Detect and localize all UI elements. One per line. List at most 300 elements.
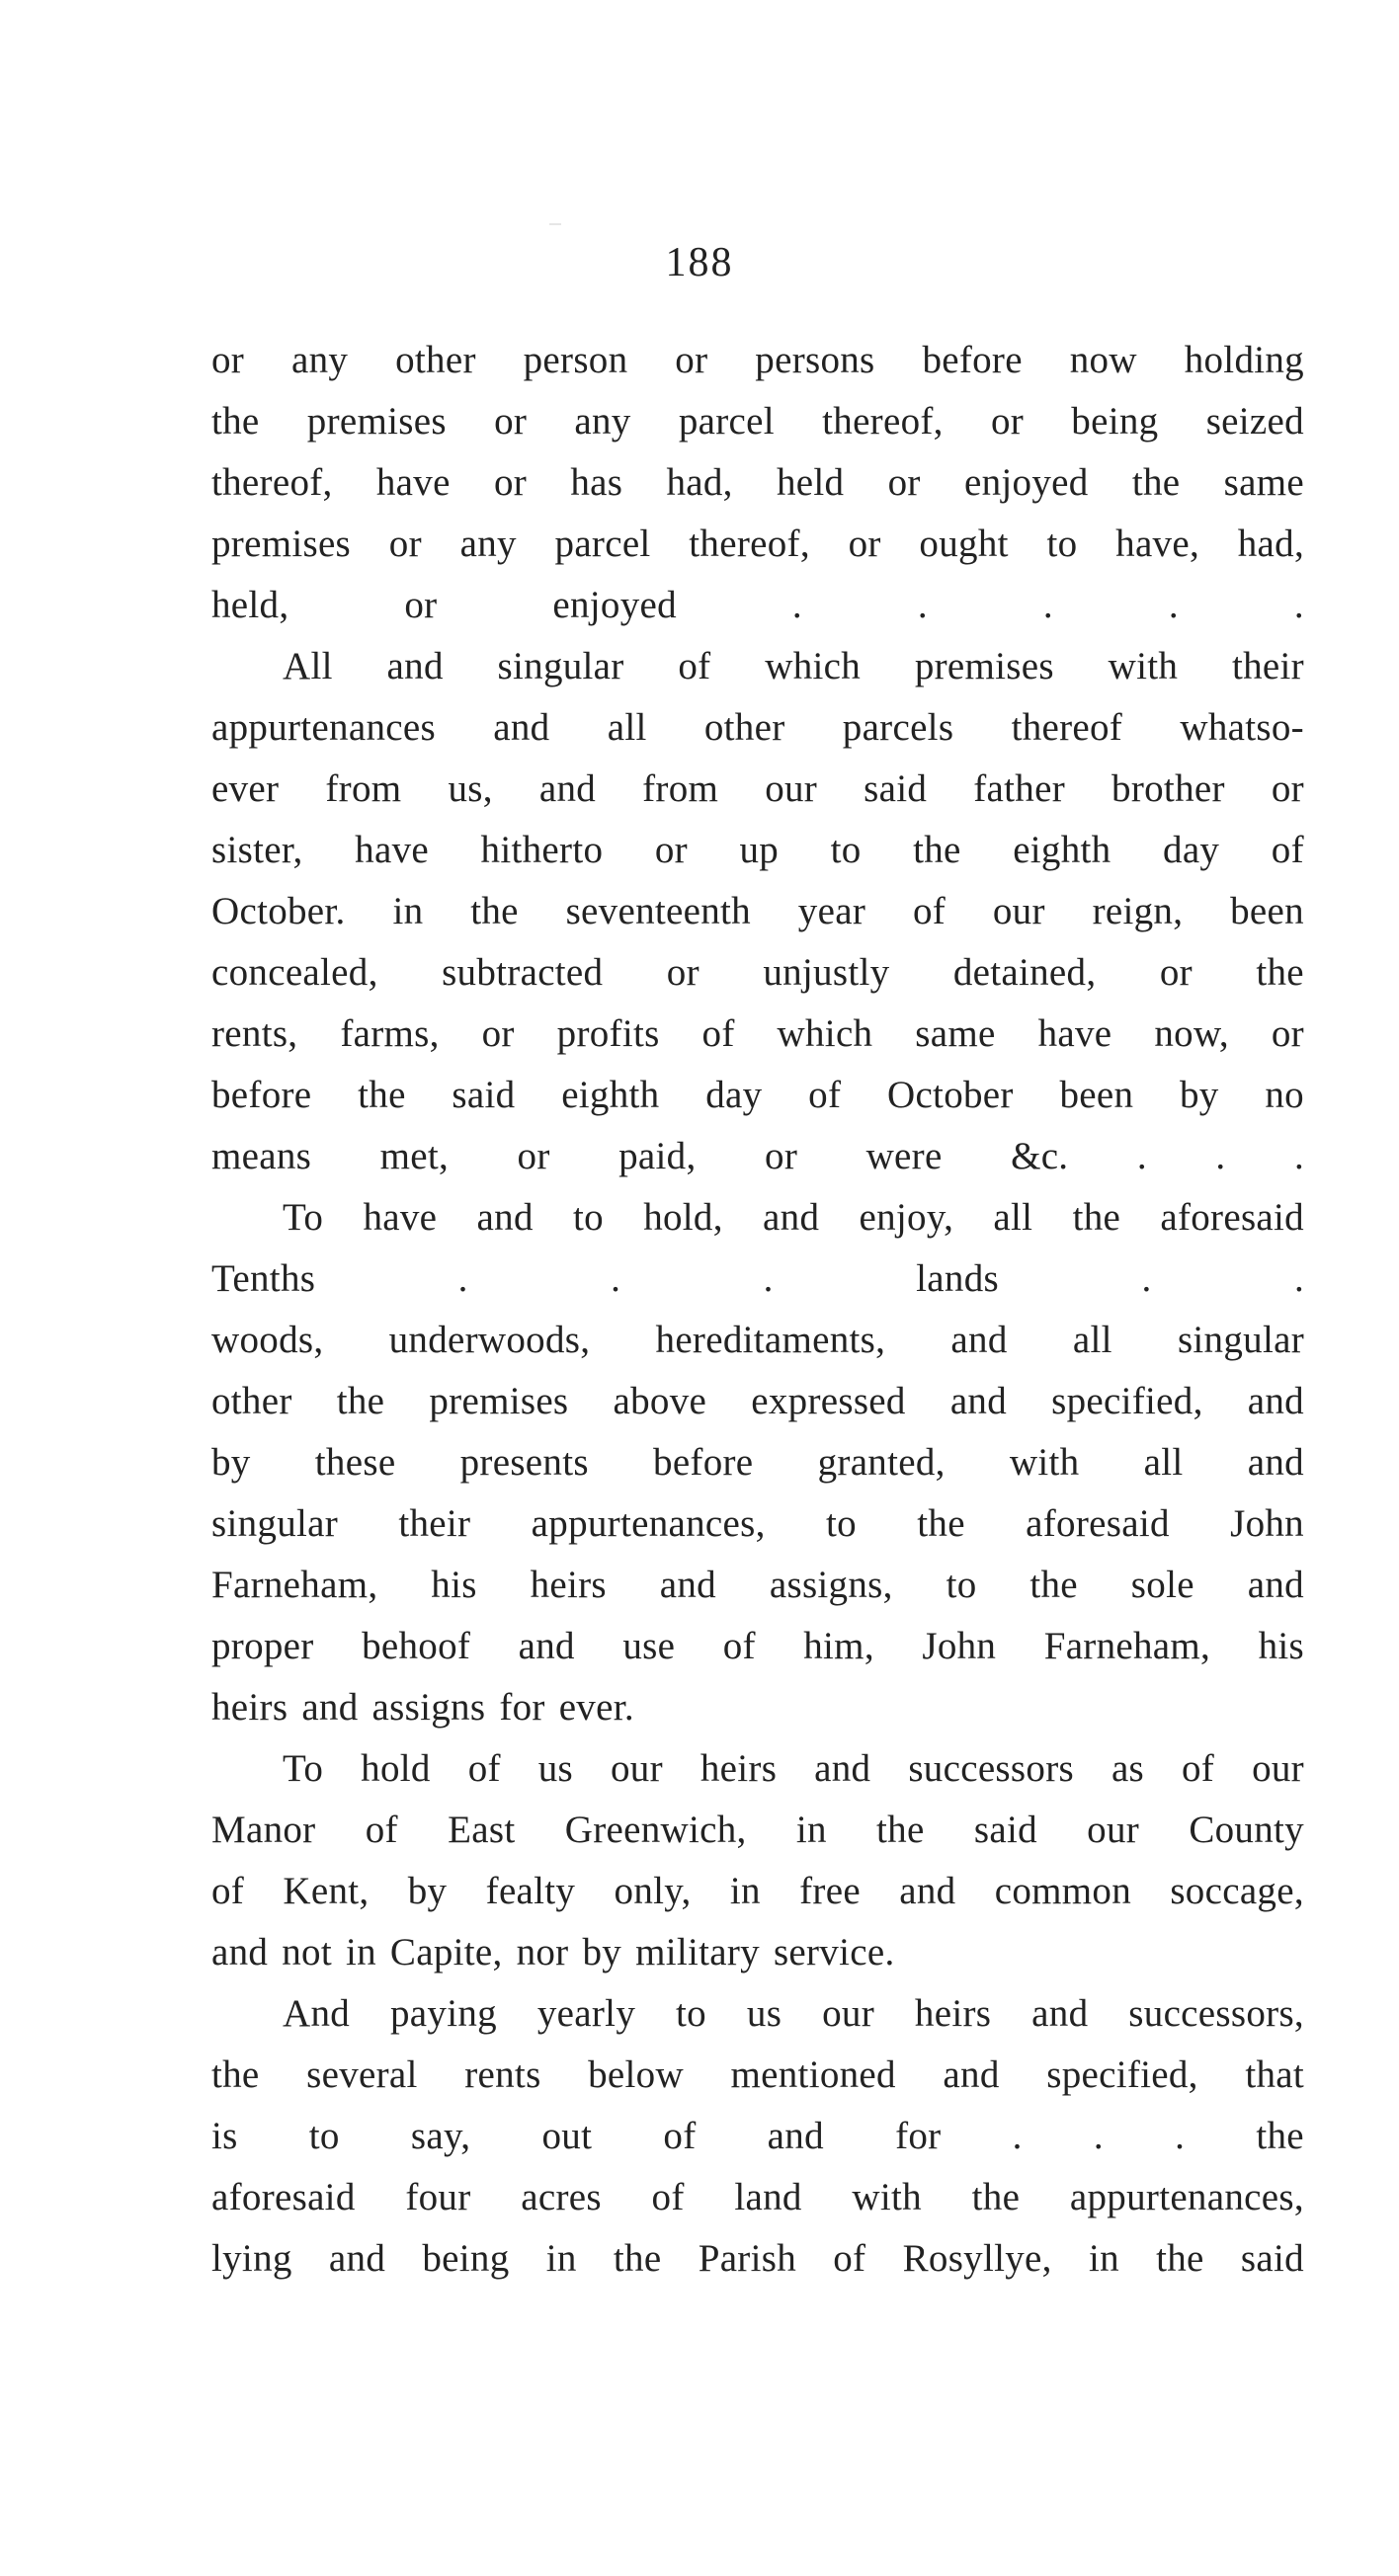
word: the bbox=[876, 1809, 925, 1851]
word: whatso- bbox=[1180, 706, 1304, 749]
word: hitherto bbox=[480, 829, 604, 871]
word: now bbox=[1069, 339, 1137, 381]
word: . bbox=[763, 1257, 774, 1300]
word: their bbox=[398, 1502, 471, 1545]
word: several bbox=[306, 2053, 418, 2096]
word: appurtenances, bbox=[1069, 2176, 1304, 2218]
word: and bbox=[386, 645, 444, 687]
word: land bbox=[734, 2176, 802, 2218]
word: had, bbox=[1237, 523, 1304, 565]
text-line bbox=[211, 1432, 1304, 1493]
word: premises bbox=[914, 645, 1054, 687]
word: had, bbox=[666, 461, 733, 504]
word: and bbox=[538, 767, 597, 810]
text-line bbox=[211, 1738, 1304, 1800]
word: from bbox=[642, 767, 719, 810]
word: premises bbox=[429, 1380, 569, 1422]
word: other bbox=[703, 706, 785, 749]
word: or bbox=[481, 1012, 515, 1055]
word: heirs bbox=[914, 1992, 992, 2035]
word: the bbox=[913, 829, 961, 871]
word: heirs bbox=[700, 1747, 778, 1790]
word: . bbox=[1136, 1135, 1147, 1177]
word: seventeenth bbox=[565, 890, 751, 932]
word: said bbox=[864, 767, 928, 810]
word: granted, bbox=[817, 1441, 946, 1484]
word: the bbox=[1256, 951, 1304, 994]
text-line bbox=[211, 636, 1304, 697]
word: and bbox=[1247, 1441, 1304, 1484]
word: soccage, bbox=[1170, 1870, 1304, 1912]
word: the bbox=[470, 890, 519, 932]
word: said bbox=[452, 1074, 516, 1116]
text-line bbox=[211, 759, 1304, 820]
word: say, bbox=[410, 2115, 471, 2157]
word: of bbox=[651, 2176, 685, 2218]
word: Greenwich, bbox=[564, 1809, 747, 1851]
word: or bbox=[388, 523, 422, 565]
word: free bbox=[799, 1870, 861, 1912]
word: father bbox=[973, 767, 1065, 810]
word: Capite, bbox=[389, 1931, 503, 1973]
word: heirs bbox=[211, 1686, 288, 1729]
word: and bbox=[763, 1196, 820, 1239]
word: of bbox=[701, 1012, 735, 1055]
word: hold bbox=[361, 1747, 431, 1790]
word: by bbox=[407, 1870, 448, 1912]
word: or bbox=[654, 829, 688, 871]
text-line bbox=[211, 2228, 1304, 2290]
text-line bbox=[211, 575, 1304, 636]
word: parcel bbox=[554, 523, 651, 565]
word: . bbox=[457, 1257, 468, 1300]
word: enjoyed bbox=[963, 461, 1089, 504]
word: any bbox=[459, 523, 517, 565]
word: thereof, bbox=[689, 523, 810, 565]
text-line bbox=[211, 2167, 1304, 2228]
word: presents bbox=[459, 1441, 589, 1484]
word: of bbox=[211, 1870, 245, 1912]
text-line bbox=[211, 330, 1304, 391]
word: eighth bbox=[1013, 829, 1111, 871]
word: day bbox=[1163, 829, 1220, 871]
word: and bbox=[899, 1870, 956, 1912]
text-line bbox=[211, 452, 1304, 514]
word: . bbox=[1168, 584, 1179, 626]
word: concealed, bbox=[211, 951, 378, 994]
word: . bbox=[1093, 2115, 1104, 2157]
word: person bbox=[523, 339, 628, 381]
word: or bbox=[1271, 767, 1304, 810]
text-line bbox=[211, 1555, 1304, 1616]
word: of bbox=[663, 2115, 697, 2157]
word: . bbox=[791, 584, 802, 626]
word: hereditaments, bbox=[655, 1319, 886, 1361]
word: out bbox=[541, 2115, 593, 2157]
word: . bbox=[1012, 2115, 1023, 2157]
word: and bbox=[1247, 1380, 1304, 1422]
word: detained, bbox=[952, 951, 1097, 994]
word: or bbox=[211, 339, 245, 381]
word: held, bbox=[211, 584, 289, 626]
text-line bbox=[211, 1065, 1304, 1126]
word: said bbox=[1240, 2237, 1304, 2280]
word: common bbox=[994, 1870, 1132, 1912]
word: expressed bbox=[751, 1380, 906, 1422]
word: appurtenances bbox=[211, 706, 436, 749]
word: as bbox=[1111, 1747, 1145, 1790]
word: that bbox=[1245, 2053, 1304, 2096]
word: and bbox=[328, 2237, 386, 2280]
word: brother bbox=[1111, 767, 1225, 810]
word: for bbox=[499, 1686, 545, 1729]
word: . bbox=[1293, 1257, 1304, 1300]
word: were bbox=[865, 1135, 943, 1177]
word: up bbox=[739, 829, 780, 871]
word: To bbox=[283, 1747, 324, 1790]
word: . bbox=[1215, 1135, 1226, 1177]
word: from bbox=[325, 767, 402, 810]
word: of bbox=[833, 2237, 866, 2280]
word: October bbox=[886, 1074, 1014, 1116]
word: . bbox=[611, 1257, 621, 1300]
word: rents bbox=[464, 2053, 541, 2096]
word: premises bbox=[211, 523, 352, 565]
word: the bbox=[613, 2237, 662, 2280]
word: all bbox=[993, 1196, 1033, 1239]
word: . bbox=[1042, 584, 1053, 626]
word: sole bbox=[1130, 1564, 1194, 1606]
word: to bbox=[830, 829, 862, 871]
word: or bbox=[887, 461, 921, 504]
word: October. bbox=[211, 890, 346, 932]
word: or bbox=[493, 461, 528, 504]
word: specified, bbox=[1046, 2053, 1198, 2096]
word: day bbox=[705, 1074, 763, 1116]
word: in bbox=[545, 2237, 577, 2280]
word: ever. bbox=[558, 1686, 634, 1729]
word: any bbox=[290, 339, 349, 381]
word: reign, bbox=[1092, 890, 1184, 932]
word: of bbox=[722, 1625, 756, 1667]
word: the bbox=[1256, 2115, 1304, 2157]
word: subtracted bbox=[442, 951, 604, 994]
word: Kent, bbox=[283, 1870, 370, 1912]
word: County bbox=[1189, 1809, 1304, 1851]
word: is bbox=[211, 2115, 238, 2157]
word: held bbox=[777, 461, 845, 504]
word: these bbox=[314, 1441, 396, 1484]
text-line bbox=[211, 1983, 1304, 2045]
word: to bbox=[308, 2115, 340, 2157]
word: or bbox=[1271, 1012, 1304, 1055]
page-number: 188 bbox=[665, 240, 734, 285]
word: and bbox=[943, 2053, 1000, 2096]
word: sister, bbox=[211, 829, 303, 871]
word: seized bbox=[1205, 400, 1304, 443]
word: which bbox=[765, 645, 862, 687]
word: woods, bbox=[211, 1319, 324, 1361]
word: the bbox=[1072, 1196, 1121, 1239]
word: four bbox=[405, 2176, 471, 2218]
text-line bbox=[211, 881, 1304, 942]
word: successors, bbox=[1128, 1992, 1304, 2035]
word: John bbox=[1230, 1502, 1304, 1545]
word: have bbox=[355, 829, 429, 871]
word: no bbox=[1265, 1074, 1304, 1116]
word: rents, bbox=[211, 1012, 298, 1055]
text-line bbox=[211, 2045, 1304, 2106]
word: and bbox=[493, 706, 550, 749]
word: in bbox=[345, 1931, 376, 1973]
word: same bbox=[1223, 461, 1304, 504]
word: nor bbox=[516, 1931, 569, 1973]
word: same bbox=[915, 1012, 996, 1055]
word: have, bbox=[1115, 523, 1200, 565]
word: mentioned bbox=[730, 2053, 896, 2096]
word: which bbox=[777, 1012, 873, 1055]
word: . bbox=[917, 584, 928, 626]
word: and bbox=[518, 1625, 575, 1667]
word: other bbox=[211, 1380, 292, 1422]
word: and bbox=[767, 2115, 824, 2157]
word: military bbox=[635, 1931, 760, 1973]
word: successors bbox=[908, 1747, 1074, 1790]
word: below bbox=[588, 2053, 684, 2096]
word: All bbox=[283, 645, 333, 687]
word: means bbox=[211, 1135, 312, 1177]
word: with bbox=[1108, 645, 1179, 687]
word: Tenths bbox=[211, 1257, 316, 1300]
text-line bbox=[211, 391, 1304, 452]
word: our bbox=[1087, 1809, 1140, 1851]
word: our bbox=[822, 1992, 874, 2035]
word: the bbox=[1029, 1564, 1078, 1606]
word: the bbox=[336, 1380, 385, 1422]
word: and bbox=[814, 1747, 871, 1790]
word: ever bbox=[211, 767, 280, 810]
word: singular bbox=[1177, 1319, 1304, 1361]
word: behoof bbox=[362, 1625, 471, 1667]
word: or bbox=[666, 951, 700, 994]
word: the bbox=[358, 1074, 406, 1116]
word: ought bbox=[919, 523, 1009, 565]
word: being bbox=[422, 2237, 510, 2280]
word: other bbox=[395, 339, 476, 381]
paper-mark bbox=[549, 223, 561, 225]
word: paid, bbox=[618, 1135, 697, 1177]
word: aforesaid bbox=[1160, 1196, 1304, 1239]
word: lying bbox=[211, 2237, 292, 2280]
word: Farneham, bbox=[1043, 1625, 1211, 1667]
word: and bbox=[950, 1319, 1008, 1361]
word: to bbox=[826, 1502, 857, 1545]
word: has bbox=[570, 461, 623, 504]
text-line bbox=[211, 1248, 1304, 1310]
word: enjoyed bbox=[552, 584, 677, 626]
word: of bbox=[1182, 1747, 1215, 1790]
word: or bbox=[990, 400, 1025, 443]
word: the bbox=[1156, 2237, 1204, 2280]
word: Rosyllye, bbox=[902, 2237, 1052, 2280]
word: him, bbox=[803, 1625, 874, 1667]
word: of bbox=[467, 1747, 501, 1790]
word: premises bbox=[306, 400, 447, 443]
word: the bbox=[1131, 461, 1181, 504]
word: our bbox=[992, 890, 1045, 932]
word: . bbox=[1175, 2115, 1186, 2157]
word: or bbox=[848, 523, 881, 565]
word: of bbox=[365, 1809, 398, 1851]
text-line bbox=[211, 1616, 1304, 1677]
text-line bbox=[211, 514, 1304, 575]
word: acres bbox=[521, 2176, 602, 2218]
word: their bbox=[1231, 645, 1304, 687]
word: our bbox=[1252, 1747, 1304, 1790]
word: &c. bbox=[1011, 1135, 1069, 1177]
word: service. bbox=[773, 1931, 895, 1973]
word: the bbox=[211, 400, 260, 443]
text-line bbox=[211, 697, 1304, 759]
word: . bbox=[1293, 1135, 1304, 1177]
word: to bbox=[1046, 523, 1078, 565]
word: specified, bbox=[1051, 1380, 1203, 1422]
word: now, bbox=[1154, 1012, 1229, 1055]
word: . bbox=[1141, 1257, 1152, 1300]
text-line bbox=[211, 1677, 1304, 1738]
word: our bbox=[765, 767, 818, 810]
word: singular bbox=[211, 1502, 339, 1545]
word: Manor bbox=[211, 1809, 316, 1851]
text-line bbox=[211, 1800, 1304, 1861]
word: of bbox=[808, 1074, 842, 1116]
text-line bbox=[211, 1126, 1304, 1187]
body-text bbox=[211, 330, 1304, 2290]
word: aforesaid bbox=[1026, 1502, 1170, 1545]
word: the bbox=[971, 2176, 1021, 2218]
word: assigns bbox=[371, 1686, 486, 1729]
word: East bbox=[448, 1809, 516, 1851]
word: been bbox=[1230, 890, 1304, 932]
word: all bbox=[1072, 1319, 1112, 1361]
word: us bbox=[746, 1992, 782, 2035]
word: our bbox=[611, 1747, 663, 1790]
word: aforesaid bbox=[211, 2176, 356, 2218]
word: have bbox=[1037, 1012, 1112, 1055]
word: . bbox=[1293, 584, 1304, 626]
word: and bbox=[659, 1564, 716, 1606]
word: Parish bbox=[698, 2237, 797, 2280]
word: have bbox=[375, 461, 451, 504]
word: us bbox=[537, 1747, 574, 1790]
text-line bbox=[211, 820, 1304, 881]
word: in bbox=[795, 1809, 827, 1851]
word: persons bbox=[755, 339, 875, 381]
word: thereof, bbox=[211, 461, 333, 504]
word: by bbox=[582, 1931, 622, 1973]
word: with bbox=[852, 2176, 922, 2218]
word: or bbox=[765, 1135, 798, 1177]
word: any bbox=[574, 400, 631, 443]
text-line bbox=[211, 1187, 1304, 1248]
word: parcels bbox=[842, 706, 954, 749]
word: before bbox=[211, 1074, 312, 1116]
word: appurtenances, bbox=[531, 1502, 766, 1545]
word: the bbox=[917, 1502, 965, 1545]
word: use bbox=[622, 1625, 676, 1667]
word: lands bbox=[916, 1257, 999, 1300]
word: for bbox=[895, 2115, 942, 2157]
word: and bbox=[1247, 1564, 1304, 1606]
word: by bbox=[211, 1441, 251, 1484]
word: enjoy, bbox=[859, 1196, 954, 1239]
word: holding bbox=[1184, 339, 1304, 381]
word: in bbox=[729, 1870, 761, 1912]
word: or bbox=[404, 584, 438, 626]
word: profits bbox=[556, 1012, 660, 1055]
word: in bbox=[1088, 2237, 1119, 2280]
word: assigns, bbox=[769, 1564, 893, 1606]
text-line bbox=[211, 1004, 1304, 1065]
word: with bbox=[1009, 1441, 1080, 1484]
word: paying bbox=[390, 1992, 497, 2035]
word: and bbox=[211, 1931, 269, 1973]
word: and bbox=[301, 1686, 359, 1729]
text-line bbox=[211, 1922, 1304, 1983]
word: John bbox=[922, 1625, 997, 1667]
word: not bbox=[282, 1931, 332, 1973]
word: and bbox=[949, 1380, 1008, 1422]
word: and bbox=[1031, 1992, 1089, 2035]
word: to bbox=[676, 1992, 706, 2035]
word: to bbox=[946, 1564, 977, 1606]
word: or bbox=[517, 1135, 550, 1177]
word: have bbox=[363, 1196, 438, 1239]
word: heirs bbox=[530, 1564, 607, 1606]
word: of bbox=[678, 645, 711, 687]
word: eighth bbox=[561, 1074, 660, 1116]
text-line bbox=[211, 942, 1304, 1004]
word: been bbox=[1059, 1074, 1134, 1116]
word: all bbox=[1143, 1441, 1184, 1484]
word: singular bbox=[497, 645, 624, 687]
word: his bbox=[431, 1564, 477, 1606]
word: underwoods, bbox=[388, 1319, 591, 1361]
word: before bbox=[653, 1441, 754, 1484]
text-line bbox=[211, 2106, 1304, 2167]
word: said bbox=[973, 1809, 1037, 1851]
word: or bbox=[675, 339, 708, 381]
word: To bbox=[283, 1196, 324, 1239]
word: thereof, bbox=[822, 400, 944, 443]
word: farms, bbox=[340, 1012, 440, 1055]
word: And bbox=[283, 1992, 351, 2035]
word: before bbox=[922, 339, 1023, 381]
word: fealty bbox=[485, 1870, 576, 1912]
word: unjustly bbox=[763, 951, 890, 994]
word: above bbox=[613, 1380, 707, 1422]
word: and bbox=[476, 1196, 534, 1239]
text-line bbox=[211, 1310, 1304, 1371]
word: year bbox=[797, 890, 866, 932]
word: thereof bbox=[1011, 706, 1123, 749]
word: proper bbox=[211, 1625, 314, 1667]
word: all bbox=[607, 706, 647, 749]
text-line bbox=[211, 1371, 1304, 1432]
word: the bbox=[211, 2053, 260, 2096]
word: of bbox=[1271, 829, 1304, 871]
word: met, bbox=[379, 1135, 450, 1177]
